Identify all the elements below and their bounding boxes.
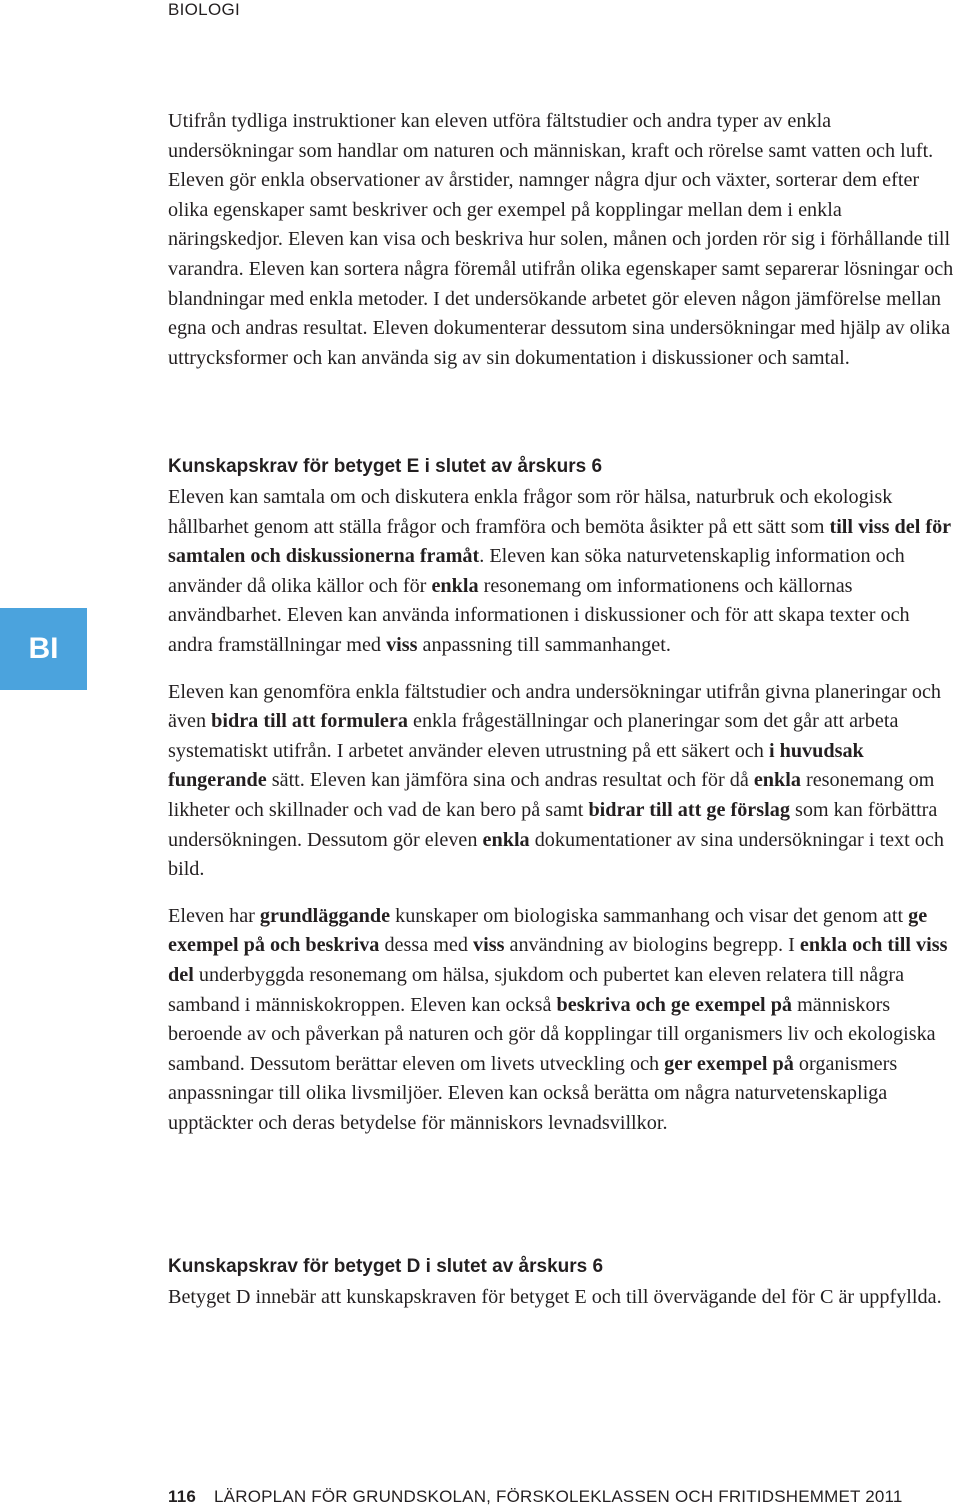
grade-e-paragraph-3: Eleven har grundläggande kunskaper om biologiska sammanhang och visar det genom att ge exempel på och beskriva dessa med viss användning av biologins begrepp. I enkla och till viss del underbyggda resonemang om hälsa, sjukdom och pubertet kan eleven relatera till några samband i människokroppen. Eleven kan också beskriva och ge exempel på människors beroende av och påverkan på naturen och gör då kopplingar till organismers liv och ekologiska samband. Dessutom berättar eleven om livets utveckling och ger exempel på organismers anpassningar till olika livsmiljöer. Eleven kan också berätta om några naturvetenskapliga upptäckter och deras betydelse för människors levnadsvillkor. [168,904,948,1134]
subject-tab [0,608,87,690]
emphasis-text: viss [386,633,418,656]
emphasis-text: beskriva och ge exempel på [556,993,793,1016]
emphasis-text: enkla [753,769,801,792]
grade-d-heading: Kunskapskrav för betyget D i slutet av årskurs 6 [168,1256,604,1277]
emphasis-text: i huvudsak fungerande [168,739,864,792]
running-header: BIOLOGI [168,0,241,19]
emphasis-text: ge exempel på och beskriva [168,904,928,957]
emphasis-text: ger exempel på [664,1052,794,1075]
emphasis-text: viss [473,934,505,957]
grade-d-section [168,1256,958,1313]
grade-e-heading: Kunskapskrav för betyget E i slutet av årskurs 6 [168,456,603,477]
emphasis-text: enkla och till viss del [168,934,948,986]
emphasis-text: enkla [482,828,530,851]
intro-paragraph: Utifrån tydliga instruktioner kan eleven utföra fältstudier och andra typer av enkla undersökningar som handlar om naturen och människan, kraft och rörelse samt vatten och luft. Eleven gör enkla observationer av årstider, namnger några djur och växter, sorterar dem efter olika egenskaper samt beskriver och ger exempel på kopplingar mellan dem i enkla näringskedjor. Eleven kan visa och beskriva hur solen, månen och jorden rör sig i förhållande till varandra. Eleven kan sortera några föremål utifrån olika egenskaper samt separerar lösningar och blandningar med enkla metoder. I det undersökande arbetet gör eleven någon jämförelse mellan egna och andras resultat. Eleven dokumenterar dessutom sina undersökningar med hjälp av olika uttrycksformer och kan använda sig av sin dokumentation i diskussioner och samtal. [168,110,954,369]
subject-tab-label: BI [28,632,59,665]
grade-e-paragraph-1: Eleven kan samtala om och diskutera enkla frågor som rör hälsa, naturbruk och ekologisk hållbarhet genom att ställa frågor och framföra och bemöta åsikter på ett sätt som till viss del för samtalen och diskussionerna framåt. Eleven kan söka naturvetenskaplig information och använder då olika källor och för enkla resonemang om informationens och källornas användbarhet. Eleven kan använda informationen i diskussioner och för att skapa texter och andra framställningar med viss anpassning till sammanhanget. [168,486,951,656]
emphasis-text: bidra till att formulera [211,710,408,733]
grade-d-paragraph: Betyget D innebär att kunskapskraven för betyget E och till övervägande del för C är uppfyllda. [168,1286,942,1308]
emphasis-text: grundläggande [259,904,391,927]
emphasis-text: bidrar till att ge förslag [588,798,790,821]
emphasis-text: enkla [431,574,479,597]
page-footer [168,1487,903,1507]
grade-e-section [168,456,958,1155]
footer-title: LÄROPLAN FÖR GRUNDSKOLAN, FÖRSKOLEKLASSEN OCH FRITIDSHEMMET 2011 [214,1487,903,1506]
grade-e-paragraph-2: Eleven kan genomföra enkla fältstudier och andra undersökningar utifrån givna planeringar och även bidra till att formulera enkla frågeställningar och planeringar som det går att arbeta systematiskt utifrån. I arbetet använder eleven utrustning på ett säkert och i huvudsak fungerande sätt. Eleven kan jämföra sina och andras resultat och för då enkla resonemang om likheter och skillnader och vad de kan bero på samt bidrar till att ge förslag som kan förbättra undersökningen. Dessutom gör eleven enkla dokumentationer av sina undersökningar i text och bild. [168,680,944,881]
page-number: 116 [168,1487,197,1506]
emphasis-text: till viss del för samtalen och diskussionerna framåt [168,515,951,568]
